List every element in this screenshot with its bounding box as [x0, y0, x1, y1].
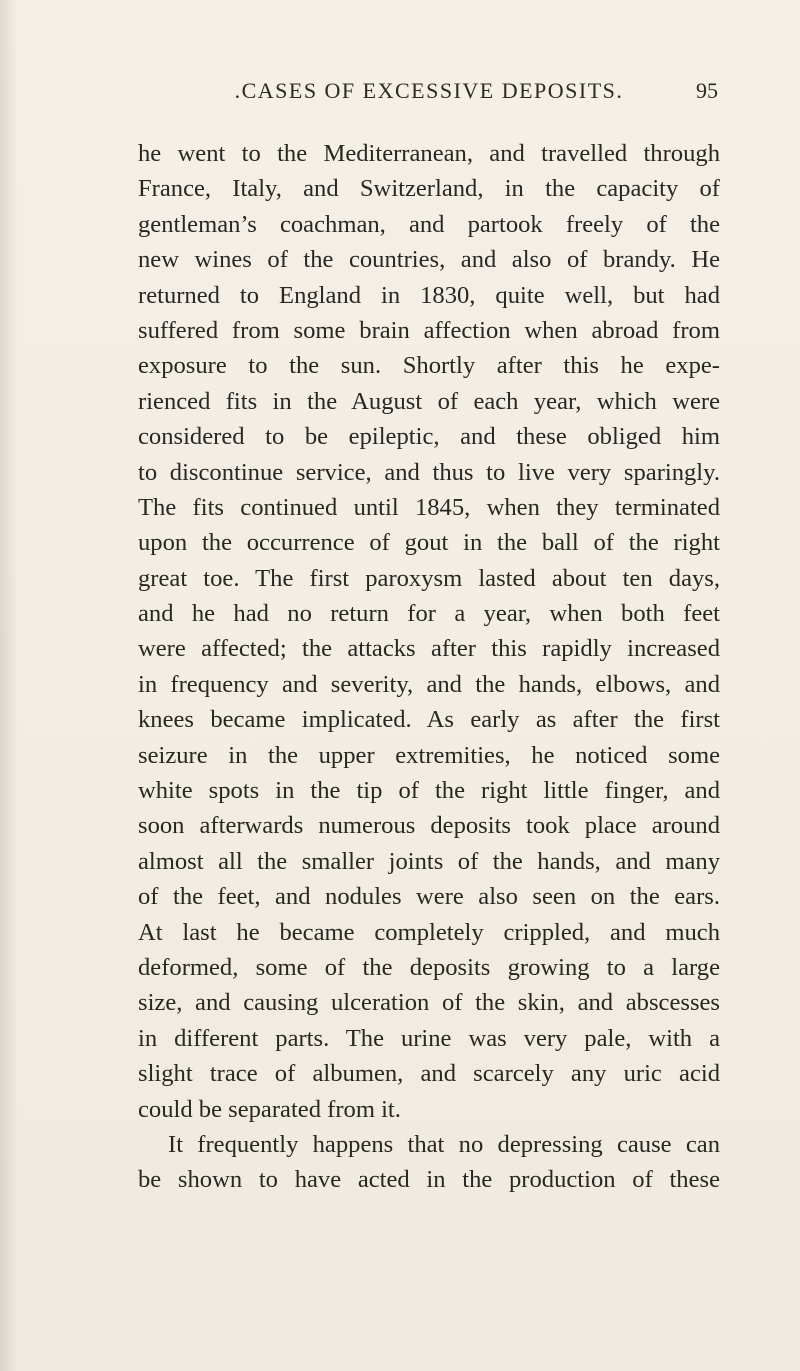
text-line: At last he became completely crippled, and much [138, 918, 720, 946]
text-line: returned to England in 1830, quite well, but had [138, 281, 720, 309]
text-line: of the feet, and nodules were also seen on the ears. [138, 883, 720, 911]
text-line: great toe. The first paroxysm lasted about ten days, [138, 564, 720, 592]
text-line: soon afterwards numerous deposits took place around [138, 812, 720, 840]
body-text [138, 136, 720, 1198]
text-line: slight trace of albumen, and scarcely any uric acid [138, 1060, 720, 1088]
text-line: gentleman’s coachman, and partook freely of the [138, 210, 720, 238]
text-line: deformed, some of the deposits growing to a large [138, 953, 720, 981]
text-line: white spots in the tip of the right little finger, and [138, 777, 720, 805]
text-line: suffered from some brain affection when abroad from [138, 316, 720, 344]
text-line: be shown to have acted in the production of these [138, 1166, 720, 1194]
running-head [140, 78, 718, 110]
text-line: in frequency and severity, and the hands, elbows, and [138, 670, 720, 698]
text-line: almost all the smaller joints of the hands, and many [138, 847, 720, 875]
text-line: knees became implicated. As early as after the first [138, 706, 720, 734]
text-line: in different parts. The urine was very pale, with a [138, 1024, 720, 1052]
text-line: and he had no return for a year, when both feet [138, 600, 720, 628]
text-line: seizure in the upper extremities, he noticed some [138, 741, 720, 769]
text-line: rienced fits in the August of each year, which were [138, 387, 720, 415]
text-line: France, Italy, and Switzerland, in the capacity of [138, 175, 720, 203]
text-line: size, and causing ulceration of the skin, and abscesses [138, 989, 720, 1017]
text-line: considered to be epileptic, and these obliged him [138, 423, 720, 451]
text-line: he went to the Mediterranean, and travelled through [138, 140, 720, 167]
page-gutter-shadow [0, 0, 18, 1371]
text-line: The fits continued until 1845, when they terminated [138, 493, 720, 521]
text-line: exposure to the sun. Shortly after this he expe- [138, 352, 720, 380]
text-line: new wines of the countries, and also of brandy. He [138, 246, 720, 274]
page-number: 95 [696, 78, 718, 103]
text-line: were affected; the attacks after this rapidly increased [138, 635, 720, 663]
running-title: .CASES OF EXCESSIVE DEPOSITS. [234, 78, 624, 103]
text-line: to discontinue service, and thus to live very sparingly. [138, 458, 720, 486]
text-line: upon the occurrence of gout in the ball of the right [138, 529, 720, 557]
text-line: could be separated from it. [138, 1095, 401, 1123]
text-line: It frequently happens that no depressing cause can [168, 1130, 720, 1158]
